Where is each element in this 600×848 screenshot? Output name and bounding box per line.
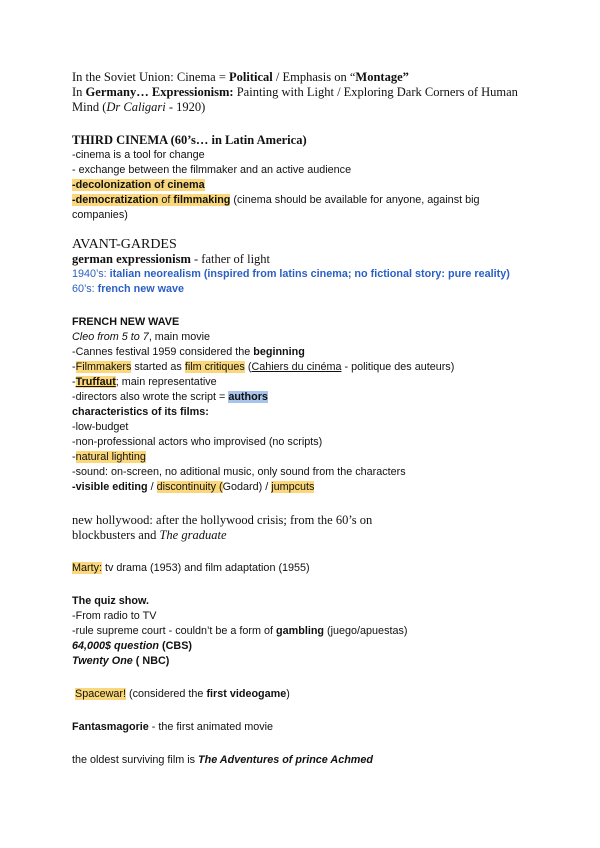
intro-germany-line-2 <box>72 100 532 115</box>
plain-text: the oldest surviving film is <box>72 754 199 766</box>
spacer <box>72 297 532 315</box>
fnw-line <box>72 330 532 345</box>
bold-italic-text: 64,000$ question <box>72 640 160 652</box>
avant-gardes-heading: AVANT-GARDES <box>72 237 177 252</box>
third-cinema-line <box>72 193 532 208</box>
avant-line <box>72 282 532 297</box>
highlight-text: authors <box>228 391 268 403</box>
new-hollywood-line <box>72 528 532 543</box>
intro-italic: Dr Caligari <box>106 100 166 114</box>
quiz-line <box>72 624 532 639</box>
plain-text: (cinema should be available for anyone, against big <box>230 194 480 206</box>
plain-text: -rule supreme court - couldn’t be a form of <box>72 625 277 637</box>
spacewar-line <box>72 687 532 702</box>
fnw-line <box>72 345 532 360</box>
plain-text: 1940’s: <box>72 268 110 280</box>
third-cinema-line: -cinema is a tool for change <box>72 149 205 161</box>
bold-text: (CBS) <box>159 640 193 652</box>
third-cinema-line <box>72 178 532 193</box>
highlight-text: -democratization <box>72 194 162 206</box>
intro-text: In <box>72 85 86 99</box>
intro-bold: Political <box>229 70 273 84</box>
third-cinema-line: - exchange between the filmmaker and an active audience <box>72 164 352 176</box>
highlight-text: filmmaking <box>173 194 231 206</box>
plain-text: ; main representative <box>115 376 217 388</box>
plain-text: - <box>72 361 76 373</box>
fnw-line: characteristics of its films: <box>72 406 209 418</box>
plain-text: - <box>72 376 76 388</box>
spacer <box>72 115 532 133</box>
plain-text: - father of light <box>190 252 271 266</box>
spacer <box>72 702 532 720</box>
highlight-text: -decolonization of cinema <box>72 179 205 191</box>
fnw-line <box>72 450 532 465</box>
plain-text: ( <box>244 361 252 373</box>
plain-text: , main movie <box>148 331 211 343</box>
intro-bold: Germany… Expressionism: <box>85 85 234 99</box>
plain-text: blockbusters and <box>72 528 160 542</box>
italic-text: Cleo from 5 to 7 <box>72 331 149 343</box>
highlight-text: Filmmakers <box>75 361 132 373</box>
bold-text: french new wave <box>97 283 185 295</box>
spacer <box>72 495 532 513</box>
spacer <box>72 576 532 594</box>
bold-text: gambling <box>276 625 325 637</box>
quiz-line: -From radio to TV <box>72 610 157 622</box>
intro-text: In the Soviet Union: Cinema = <box>72 70 230 84</box>
plain-text: / <box>147 481 157 493</box>
plain-text: tv drama (1953) and film adaptation (1955) <box>102 562 310 574</box>
highlight-text: Truffaut <box>75 376 116 388</box>
third-cinema-line: companies) <box>72 209 128 221</box>
plain-text: - politique des auteurs) <box>341 361 455 373</box>
fnw-line <box>72 480 532 495</box>
plain-text: -directors also wrote the script = <box>72 391 229 403</box>
italic-text: The graduate <box>159 528 227 542</box>
plain-text: (considered the <box>126 688 207 700</box>
oldest-film-line <box>72 753 532 768</box>
avant-line <box>72 252 532 267</box>
bold-text: german expressionism <box>72 252 191 266</box>
fnw-line <box>72 375 532 390</box>
intro-bold: Montage” <box>355 70 409 84</box>
plain-text: 60’s: <box>72 283 98 295</box>
plain-text: -Cannes festival 1959 considered the <box>72 346 254 358</box>
bold-text: Fantasmagorie <box>72 721 149 733</box>
fnw-line: -non-professional actors who improvised (no scripts) <box>72 436 323 448</box>
quiz-heading: The quiz show. <box>72 595 149 607</box>
highlight-text: of <box>161 194 174 206</box>
highlight-text: natural lighting <box>75 451 146 463</box>
intro-text: - 1920) <box>165 100 206 114</box>
third-cinema-heading: THIRD CINEMA (60’s… in Latin America) <box>72 133 307 147</box>
bold-italic-text: The Adventures of prince Achmed <box>198 754 373 766</box>
new-hollywood-line: new hollywood: after the hollywood crisis; from the 60’s on <box>72 513 373 527</box>
bold-text: ( NBC) <box>132 655 170 667</box>
intro-text: Mind ( <box>72 100 107 114</box>
intro-soviet-line <box>72 70 532 85</box>
plain-text: started as <box>131 361 185 373</box>
avant-line <box>72 267 532 282</box>
highlight-text: Marty: <box>72 562 102 574</box>
fnw-line: -low-budget <box>72 421 129 433</box>
fantasmagorie-line <box>72 720 532 735</box>
fnw-line <box>72 360 532 375</box>
highlight-text: jumpcuts <box>271 481 315 493</box>
bold-text: first videogame <box>206 688 287 700</box>
intro-germany-line <box>72 85 532 100</box>
highlight-text: film critiques <box>184 361 245 373</box>
plain-text: (juego/apuestas) <box>324 625 408 637</box>
plain-text: Godard) / <box>222 481 272 493</box>
quiz-line <box>72 639 532 654</box>
fnw-line: -sound: on-screen, no aditional music, only sound from the characters <box>72 466 406 478</box>
bold-text: -visible editing <box>72 481 148 493</box>
bold-text: beginning <box>253 346 305 358</box>
spacer <box>72 223 532 237</box>
highlight-text: Spacewar! <box>75 688 127 700</box>
spacer <box>72 735 532 753</box>
plain-text: ) <box>286 688 290 700</box>
highlight-text: discontinuity ( <box>156 481 223 493</box>
spacer <box>72 543 532 561</box>
intro-text: / Emphasis on “ <box>272 70 356 84</box>
document-page <box>72 70 532 768</box>
marty-line <box>72 561 532 576</box>
plain-text: - the first animated movie <box>148 721 274 733</box>
bold-text: italian neorealism (inspired from latins cinema; no fictional story: pure reality) <box>109 268 510 280</box>
french-new-wave-heading: FRENCH NEW WAVE <box>72 316 180 328</box>
intro-text: Painting with Light / Exploring Dark Corners of Human <box>233 85 518 99</box>
plain-text: - <box>72 451 76 463</box>
underlined-text: Cahiers du cinéma <box>251 361 342 373</box>
fnw-line <box>72 390 532 405</box>
spacer <box>72 669 532 687</box>
bold-italic-text: Twenty One <box>72 655 133 667</box>
quiz-line <box>72 654 532 669</box>
